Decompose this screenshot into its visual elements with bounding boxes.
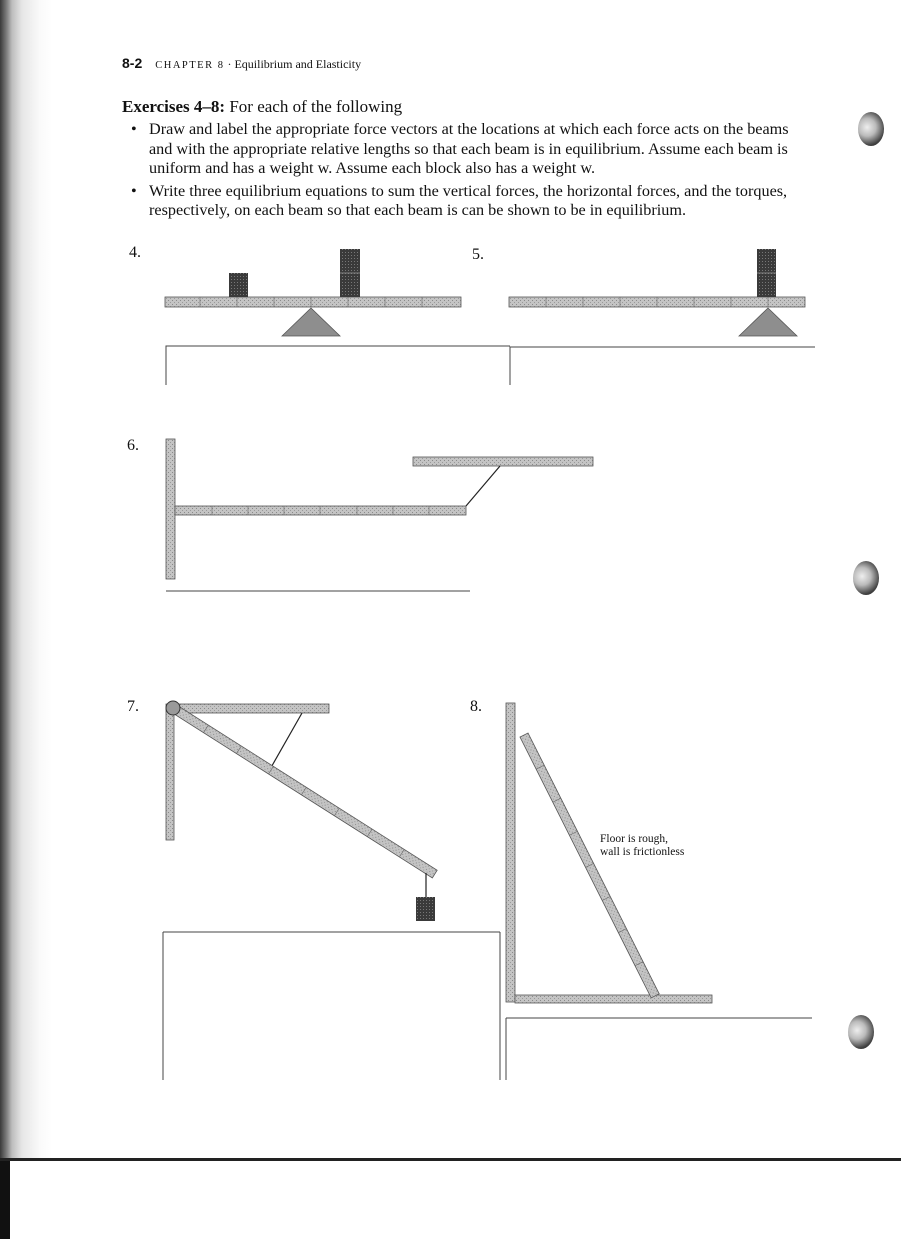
ceiling bbox=[413, 457, 593, 466]
figure-6 bbox=[166, 439, 593, 579]
chapter-title: Equilibrium and Elasticity bbox=[234, 57, 362, 71]
figure-5 bbox=[509, 249, 805, 336]
beam bbox=[165, 297, 461, 307]
problem-8-label: 8. bbox=[470, 698, 482, 715]
exercises-heading-rest: For each of the following bbox=[225, 97, 403, 116]
surface-note: Floor is rough, bbox=[600, 833, 669, 845]
scan-bottom-edge bbox=[0, 1158, 901, 1242]
problem-6-label: 6. bbox=[127, 437, 139, 454]
ceiling bbox=[174, 704, 329, 713]
floor bbox=[515, 995, 712, 1003]
bullet-icon: • bbox=[131, 120, 137, 138]
block bbox=[229, 273, 248, 297]
wall bbox=[166, 439, 175, 579]
wall bbox=[166, 704, 174, 840]
instruction-text: Write three equilibrium equations to sum the vertical forces, the horizontal forces, and the torques, respectively, on each beam so that each beam is can be shown to be in equilibrium. bbox=[149, 181, 788, 219]
scan-bottom-shadow bbox=[0, 1161, 10, 1239]
fulcrum-triangle bbox=[282, 308, 340, 336]
problem-4-label: 4. bbox=[129, 244, 141, 261]
figure-8 bbox=[506, 703, 712, 1003]
hinge-pin bbox=[166, 701, 180, 715]
header-separator: · bbox=[227, 57, 232, 71]
block bbox=[757, 273, 776, 297]
block bbox=[757, 249, 776, 273]
block bbox=[340, 273, 360, 297]
wall bbox=[506, 703, 515, 1002]
figure-4 bbox=[165, 249, 461, 336]
exercises-heading-bold: Exercises 4–8: bbox=[122, 97, 226, 116]
block bbox=[340, 249, 360, 273]
surface-note: wall is frictionless bbox=[600, 846, 685, 858]
beam bbox=[175, 506, 466, 515]
support-cable bbox=[269, 713, 302, 771]
hanging-block bbox=[416, 897, 435, 921]
problem-7-label: 7. bbox=[127, 698, 139, 715]
chapter-label: CHAPTER 8 bbox=[155, 60, 225, 71]
fulcrum-triangle bbox=[739, 308, 797, 336]
page-number: 8-2 bbox=[122, 55, 143, 71]
instruction-text: Draw and label the appropriate force vectors at the locations at which each force acts on the beams and with the appropriate relative lengths so that each beam is in equilibrium. Assume each beam is uniform and has a weight w. Assume each block also has a weight w. bbox=[149, 120, 789, 177]
support-cable bbox=[466, 466, 500, 506]
problem-5-label: 5. bbox=[472, 246, 484, 263]
bullet-icon: • bbox=[131, 181, 137, 200]
figure-7 bbox=[166, 701, 437, 921]
